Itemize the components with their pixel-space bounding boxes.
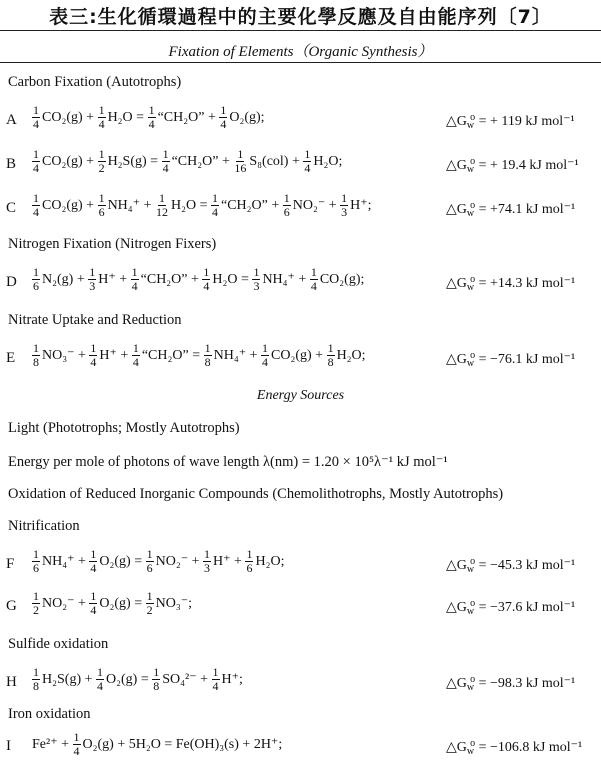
equation-d: $\frac{1}{6}$ N₂(g) + $\frac{1}{3}$ H⁺ + $\frac{1}{4}$ “CH₂O” + $\frac{1}{4}$ H₂O = $\frac{1}{3}$ NH₄⁺ + $\frac{1}{4}$ CO₂(g) ; bbox=[33, 265, 365, 293]
delta-g-e: $\triangle G_w^o = -76.1$ kJ mol⁻¹ bbox=[446, 350, 576, 369]
label-d: D bbox=[6, 274, 17, 290]
equation-b: $\frac{1}{4}$ CO₂(g) + $\frac{1}{2}$ H₂S(g) = $\frac{1}{4}$ “CH₂O” + $\frac{1}{16}$ S₈(col) + $\frac{1}{4}$ H₂O ; bbox=[33, 147, 343, 175]
label-a: A bbox=[6, 112, 17, 128]
section-energy: Energy Sources bbox=[256, 388, 345, 403]
heading-nitrification: Nitrification bbox=[8, 518, 80, 534]
delta-g-i: $\triangle G_w^o = -106.8$ kJ mol⁻¹ bbox=[446, 738, 583, 757]
delta-g-f: $\triangle G_w^o = -45.3$ kJ mol⁻¹ bbox=[446, 556, 576, 575]
label-e: E bbox=[6, 350, 16, 366]
equation-g: $\frac{1}{2}$ NO₂⁻ + $\frac{1}{4}$ O₂(g) = $\frac{1}{2}$ NO₃⁻ ; bbox=[33, 589, 193, 617]
label-g: G bbox=[6, 598, 17, 614]
section-rule bbox=[0, 62, 601, 63]
delta-g-a: $\triangle G_w^o$ = + 119 kJ mol⁻¹ bbox=[446, 112, 575, 131]
label-h: H bbox=[6, 674, 17, 690]
equation-e: $\frac{1}{8}$ NO₃⁻ + $\frac{1}{4}$ H⁺ + $\frac{1}{4}$ “CH₂O” = $\frac{1}{8}$ NH₄⁺ + $\frac{1}{4}$ CO₂(g) + $\frac{1}{8}$ H₂O ; bbox=[33, 341, 366, 369]
heading-nitrate: Nitrate Uptake and Reduction bbox=[8, 312, 182, 328]
delta-g-d: $\triangle G_w^o = +14.3$ kJ mol⁻¹ bbox=[446, 274, 576, 293]
top-rule bbox=[0, 30, 601, 31]
label-i: I bbox=[6, 738, 11, 754]
label-f: F bbox=[6, 556, 15, 572]
delta-g-h: $\triangle G_w^o = -98.3$ kJ mol⁻¹ bbox=[446, 674, 576, 693]
heading-iron: Iron oxidation bbox=[8, 706, 91, 722]
delta-g-b: $\triangle G_w^o$ = + 19.4 kJ mol⁻¹ bbox=[446, 156, 579, 175]
equation-c: $\frac{1}{4}$ CO₂(g) + $\frac{1}{6}$ NH₄⁺ + $\frac{1}{12}$ H₂O = $\frac{1}{4}$ “CH₂O” + $\frac{1}{6}$ NO₂⁻ + $\frac{1}{3}$ H⁺ ; bbox=[33, 191, 372, 219]
equation-h: $\frac{1}{8}$ H₂S(g) + $\frac{1}{4}$ O₂(g) = $\frac{1}{8}$ SO₄²⁻ + $\frac{1}{4}$ H⁺ ; bbox=[33, 665, 243, 693]
delta-g-g: $\triangle G_w^o = -37.6$ kJ mol⁻¹ bbox=[446, 598, 576, 617]
table-title: 表三:生化循環過程中的主要化學反應及自由能序列〔7〕 bbox=[49, 6, 552, 28]
heading-light: Light (Phototrophs; Mostly Autotrophs) bbox=[8, 420, 240, 436]
equation-a: $\frac{1}{4}$ CO₂(g) + $\frac{1}{4}$ H₂O = $\frac{1}{4}$ “CH₂O” + $\frac{1}{4}$ O₂(g); bbox=[33, 103, 265, 131]
equation-i: Fe²⁺ + $\frac{1}{4}$ O₂(g) + 5H₂O = Fe(OH)₃(s) + 2H⁺; bbox=[32, 730, 283, 758]
label-c: C bbox=[6, 200, 17, 216]
heading-sulfide: Sulfide oxidation bbox=[8, 636, 109, 652]
delta-g-c: $\triangle G_w^o = +74.1$ kJ mol⁻¹ bbox=[446, 200, 576, 219]
heading-carbon: Carbon Fixation (Autotrophs) bbox=[8, 74, 182, 90]
label-b: B bbox=[6, 156, 17, 172]
section-fixation: Fixation of Elements（Organic Synthesis） bbox=[168, 44, 433, 60]
heading-nitrogen: Nitrogen Fixation (Nitrogen Fixers) bbox=[8, 236, 217, 252]
energy-formula: Energy per mole of photons of wave length λ(nm) = 1.20 × 10⁵λ⁻¹ kJ mol⁻¹ bbox=[8, 454, 448, 470]
equation-f: $\frac{1}{6}$ NH₄⁺ + $\frac{1}{4}$ O₂(g) = $\frac{1}{6}$ NO₂⁻ + $\frac{1}{3}$ H⁺ + $\frac{1}{6}$ H₂O ; bbox=[33, 547, 285, 575]
heading-oxidation: Oxidation of Reduced Inorganic Compounds (Chemolithotrophs, Mostly Autotrophs) bbox=[8, 486, 504, 502]
